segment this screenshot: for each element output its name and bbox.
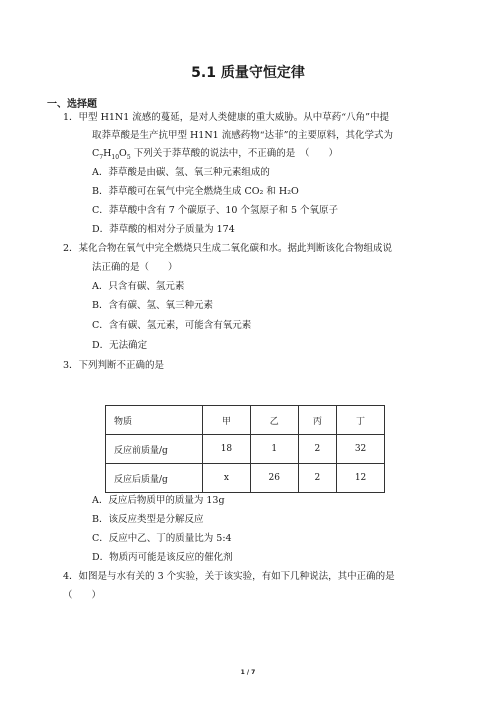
- q1-line3-text: 下列关于莽草酸的说法中，不正确的是 （ ）: [130, 148, 338, 159]
- table-header-cell: 甲: [203, 406, 251, 435]
- q1-formula-line: [92, 148, 338, 164]
- q2-option-a: A．只含有碳、氢元素: [92, 281, 185, 292]
- q2-option-b: B．含有碳、氢、氧三种元素: [92, 300, 213, 311]
- q3-data-table: [105, 405, 385, 493]
- table-header-cell: 丁: [337, 406, 385, 435]
- q3-line1: 3．下列判断不正确的是: [63, 360, 165, 371]
- table-cell: 1: [250, 435, 298, 464]
- table-header-cell: 丙: [298, 406, 336, 435]
- q4-line1: 4．如图是与水有关的 3 个实验，关于该实验，有如下几种说法，其中正确的是: [63, 571, 395, 582]
- table-header-cell: 乙: [250, 406, 298, 435]
- table-header-row: [106, 406, 385, 435]
- q3-option-c: C．反应中乙、丁的质量比为 5:4: [92, 533, 232, 544]
- q3-option-b: B．该反应类型是分解反应: [92, 514, 204, 525]
- section-heading: 一、选择题: [47, 99, 97, 110]
- table-cell: 12: [337, 464, 385, 493]
- q1-option-c: C．莽草酸中含有 7 个碳原子、10 个氢原子和 5 个氧原子: [92, 205, 339, 216]
- table-cell: 反应后质量/g: [106, 464, 203, 493]
- table-cell: 反应前质量/g: [106, 435, 203, 464]
- table-cell: 26: [250, 464, 298, 493]
- table-row: [106, 435, 385, 464]
- q1-line1: 1．甲型 H1N1 流感的蔓延，是对人类健康的重大威胁。从中草药“八角”中提: [63, 112, 389, 123]
- table-cell: 32: [337, 435, 385, 464]
- table-cell: x: [203, 464, 251, 493]
- q1-line2: 取莽草酸是生产抗甲型 H1N1 流感药物“达菲”的主要原料，其化学式为: [92, 130, 393, 141]
- table-cell: 2: [298, 464, 336, 493]
- table-cell: 2: [298, 435, 336, 464]
- q3-option-d: D．物质丙可能是该反应的催化剂: [92, 552, 233, 563]
- q2-option-d: D．无法确定: [92, 340, 148, 351]
- q1-formula: $C_7H_{10}O_5$: [92, 148, 131, 161]
- q2-line1: 2．某化合物在氧气中完全燃烧只生成二氧化碳和水。据此判断该化合物组成说: [63, 243, 393, 254]
- q1-option-a: A．莽草酸是由碳、氢、氧三种元素组成的: [92, 167, 270, 178]
- q3-option-a: A．反应后物质甲的质量为 13g: [92, 495, 225, 506]
- q2-line2: 法正确的是（ ）: [92, 262, 178, 273]
- page-title: 5.1 质量守恒定律: [191, 65, 305, 81]
- q4-line2: （ ）: [63, 590, 102, 601]
- q1-option-d: D．莽草酸的相对分子质量为 174: [92, 224, 235, 235]
- page-number: 1 / 7: [240, 669, 256, 676]
- q1-option-b: B．莽草酸可在氧气中完全燃烧生成 CO₂ 和 H₂O: [92, 186, 299, 197]
- table-cell: 18: [203, 435, 251, 464]
- table-row: [106, 464, 385, 493]
- table-header-cell: 物质: [106, 406, 203, 435]
- q2-option-c: C．含有碳、氢元素，可能含有氧元素: [92, 320, 252, 331]
